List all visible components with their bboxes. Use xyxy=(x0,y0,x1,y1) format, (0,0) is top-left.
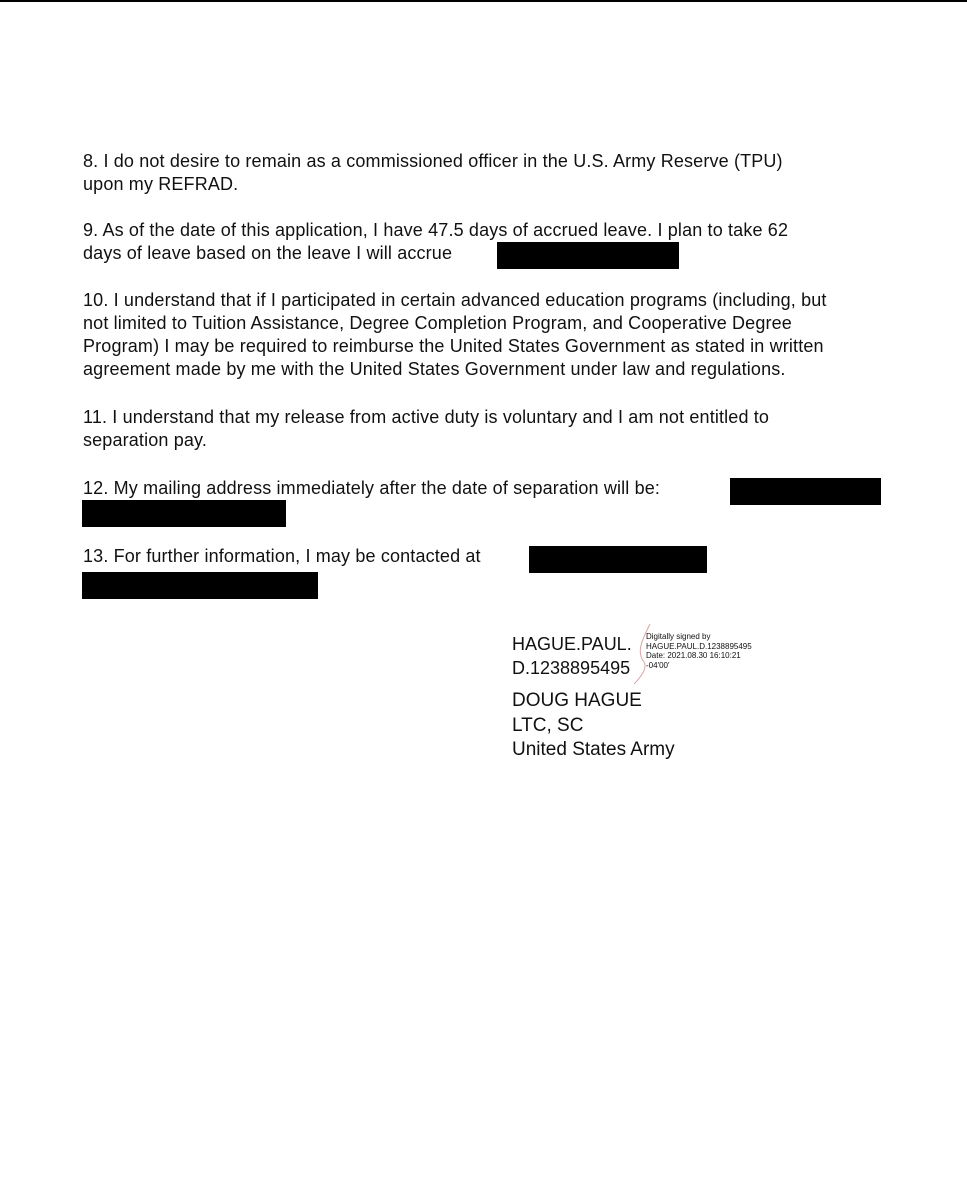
signer-name: DOUG HAGUE xyxy=(512,690,642,711)
paragraph-10-line-2: not limited to Tuition Assistance, Degree Completion Program, and Cooperative Degree xyxy=(83,313,792,333)
redaction-box-contact-2 xyxy=(82,572,318,599)
paragraph-8 xyxy=(83,150,923,196)
paragraph-11 xyxy=(83,406,923,452)
digital-signature-details xyxy=(646,632,752,670)
signature-detail-line-2: HAGUE.PAUL.D.1238895495 xyxy=(646,641,752,651)
paragraph-8-line-2: upon my REFRAD. xyxy=(83,174,239,194)
paragraph-11-line-1: 11. I understand that my release from active duty is voluntary and I am not entitled to xyxy=(83,407,770,427)
signature-name-line-2: D.1238895495 xyxy=(512,658,631,678)
paragraph-11-line-2: separation pay. xyxy=(83,430,207,450)
paragraph-8-line-1: 8. I do not desire to remain as a commissioned officer in the U.S. Army Reserve (TPU) xyxy=(83,151,783,171)
redaction-box-address-1 xyxy=(730,478,881,505)
paragraph-13-line-1: 13. For further information, I may be contacted at xyxy=(83,546,481,566)
page-top-edge xyxy=(0,0,967,2)
paragraph-10-line-4: agreement made by me with the United States Government under law and regulations. xyxy=(83,359,786,379)
redaction-box-leave xyxy=(497,242,679,269)
signer-block xyxy=(512,689,675,763)
paragraph-12-line-1: 12. My mailing address immediately after the date of separation will be: xyxy=(83,478,661,498)
signer-rank: LTC, SC xyxy=(512,714,584,736)
paragraph-10-line-1: 10. I understand that if I participated in certain advanced education programs (including, but xyxy=(83,290,827,310)
signature-detail-line-1: Digitally signed by xyxy=(646,632,711,641)
signature-detail-line-4: -04'00' xyxy=(646,660,670,670)
paragraph-10 xyxy=(83,289,923,381)
signature-name-line-1: HAGUE.PAUL. xyxy=(512,634,632,654)
paragraph-10-line-3: Program) I may be required to reimburse the United States Government as stated in written xyxy=(83,336,824,356)
redaction-box-contact-1 xyxy=(529,546,707,573)
signature-detail-line-3: Date: 2021.08.30 16:10:21 xyxy=(646,651,741,660)
paragraph-9-line-1: 9. As of the date of this application, I have 47.5 days of accrued leave. I plan to take 62 xyxy=(83,220,789,240)
paragraph-9-line-2: days of leave based on the leave I will accrue xyxy=(83,243,453,263)
paragraph-13 xyxy=(83,545,923,568)
signer-organization: United States Army xyxy=(512,739,675,760)
redaction-box-address-2 xyxy=(82,500,286,527)
digital-signature-name xyxy=(512,632,632,680)
